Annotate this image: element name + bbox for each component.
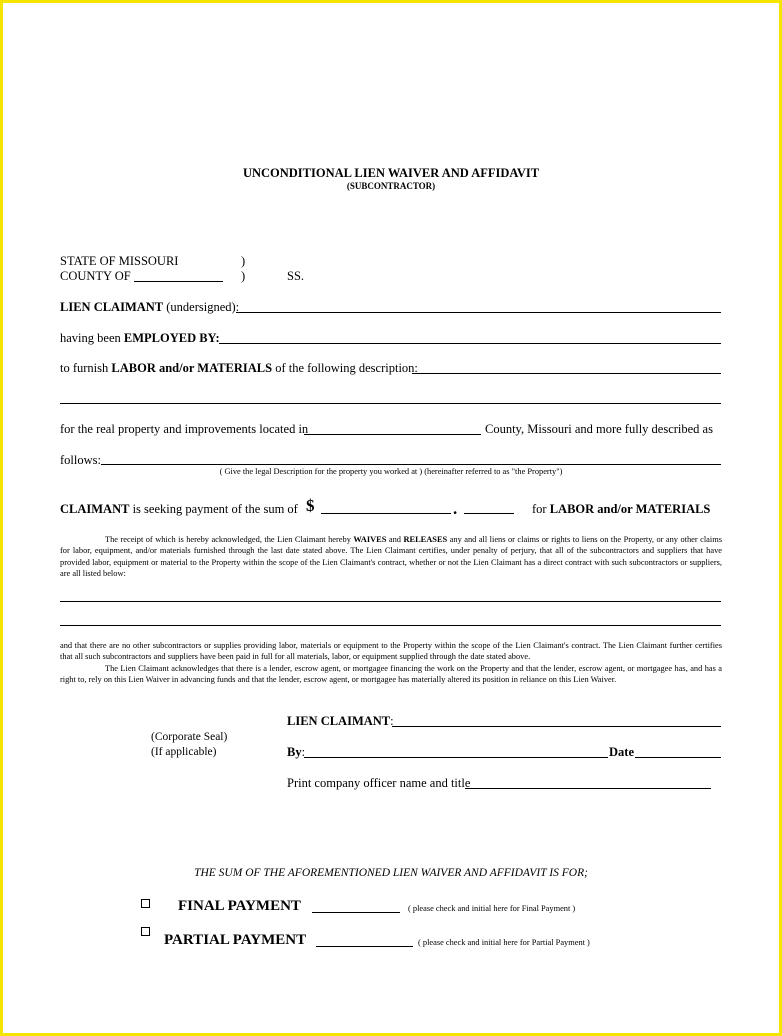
- venue-paren-2: ): [241, 269, 246, 283]
- date-field[interactable]: [635, 757, 721, 758]
- final-payment-note: ( please check and initial here for Final Payment ): [408, 904, 576, 913]
- corporate-seal-label: (Corporate Seal): [151, 731, 228, 743]
- legal-description-field[interactable]: [101, 464, 721, 465]
- if-applicable-label: (If applicable): [151, 746, 217, 758]
- description-field-2[interactable]: [60, 403, 721, 404]
- signature-lien-claimant-label: LIEN CLAIMANT:: [287, 714, 394, 728]
- signature-lien-claimant-field[interactable]: [392, 726, 721, 727]
- subcontractor-list-line-2[interactable]: [60, 625, 721, 626]
- by-signature-field[interactable]: [304, 757, 608, 758]
- partial-payment-checkbox[interactable]: [141, 927, 150, 936]
- partial-payment-label: PARTIAL PAYMENT: [164, 932, 307, 948]
- by-label: By:: [287, 745, 306, 759]
- property-label: for the real property and improvements located in: [60, 422, 309, 436]
- final-payment-checkbox[interactable]: [141, 899, 150, 908]
- legal-description-note: ( Give the legal Description for the property you worked at ) (hereinafter referred to as "the Property"): [219, 467, 563, 476]
- payment-heading: THE SUM OF THE AFOREMENTIONED LIEN WAIVER AND AFFIDAVIT IS FOR;: [194, 867, 588, 879]
- property-county-field[interactable]: [304, 434, 481, 435]
- ss-label: SS.: [287, 269, 305, 283]
- employed-by-field[interactable]: [219, 343, 721, 344]
- waiver-paragraph: The receipt of which is hereby acknowledged, the Lien Claimant hereby WAIVES and RELEASES any and all liens or claims or rights to liens on the Property, or any other claims for labor, equipment, and/or materials furnished through the last date stated above. The Lien Claimant certifies, under penalty of perjury, that all of the subcontractors and suppliers that have provided labor, equipment or material to the Property within the scope of the Lien Claimant's contract, whether or not the Lien Claimant has a direct contract with such subcontractors or suppliers, are all listed below:: [60, 535, 722, 578]
- property-county-suffix: County, Missouri and more fully described as: [485, 422, 713, 436]
- amount-dollars-field[interactable]: [321, 513, 451, 514]
- subcontractor-list-line-1[interactable]: [60, 601, 721, 602]
- decimal-point: .: [453, 499, 458, 518]
- document-subtitle: (SUBCONTRACTOR): [346, 181, 436, 191]
- print-name-label: Print company officer name and title: [287, 776, 471, 790]
- furnish-label: to furnish LABOR and/or MATERIALS of the following description:: [60, 361, 418, 375]
- dollar-sign: $: [306, 496, 315, 515]
- document-title: UNCONDITIONAL LIEN WAIVER AND AFFIDAVIT: [242, 166, 540, 180]
- certification-paragraph: and that there are no other subcontractors or supplies providing labor, materials or equipment to the Property within the scope of the Lien Claimant's contract. The Lien Claimant further certifies that all such subcontractors and suppliers have been paid in full for all materials, labor, or equipment supplied through the date stated above. The Lien Claimant acknowledges that there is a lender, escrow agent, or mortgagee financing the work on the Property and that the lender, escrow agent, or mortgagee has, and has a right to, rely on this Lien Waiver in advancing funds and that the lender, escrow agent, or mortgagee has materially altered its position in reliance on this Lien Waiver.: [60, 641, 722, 684]
- county-label: COUNTY OF: [60, 269, 131, 283]
- follows-label: follows:: [60, 453, 101, 467]
- description-field[interactable]: [412, 373, 721, 374]
- claimant-sum-label: CLAIMANT is seeking payment of the sum of: [60, 502, 298, 516]
- final-payment-label: FINAL PAYMENT: [178, 898, 301, 914]
- print-name-field[interactable]: [465, 788, 711, 789]
- venue-paren-1: ): [241, 254, 246, 268]
- final-payment-initial-field[interactable]: [312, 912, 400, 913]
- lien-claimant-label: LIEN CLAIMANT (undersigned):: [60, 300, 240, 314]
- county-field[interactable]: [134, 281, 223, 282]
- amount-cents-field[interactable]: [464, 513, 514, 514]
- labor-materials-label: for LABOR and/or MATERIALS: [532, 502, 711, 516]
- partial-payment-note: ( please check and initial here for Partial Payment ): [418, 938, 590, 947]
- date-label: Date: [609, 745, 634, 759]
- employed-by-label: having been EMPLOYED BY:: [60, 331, 220, 345]
- lien-claimant-field[interactable]: [236, 312, 721, 313]
- state-label: STATE OF MISSOURI: [60, 254, 179, 268]
- partial-payment-initial-field[interactable]: [316, 946, 413, 947]
